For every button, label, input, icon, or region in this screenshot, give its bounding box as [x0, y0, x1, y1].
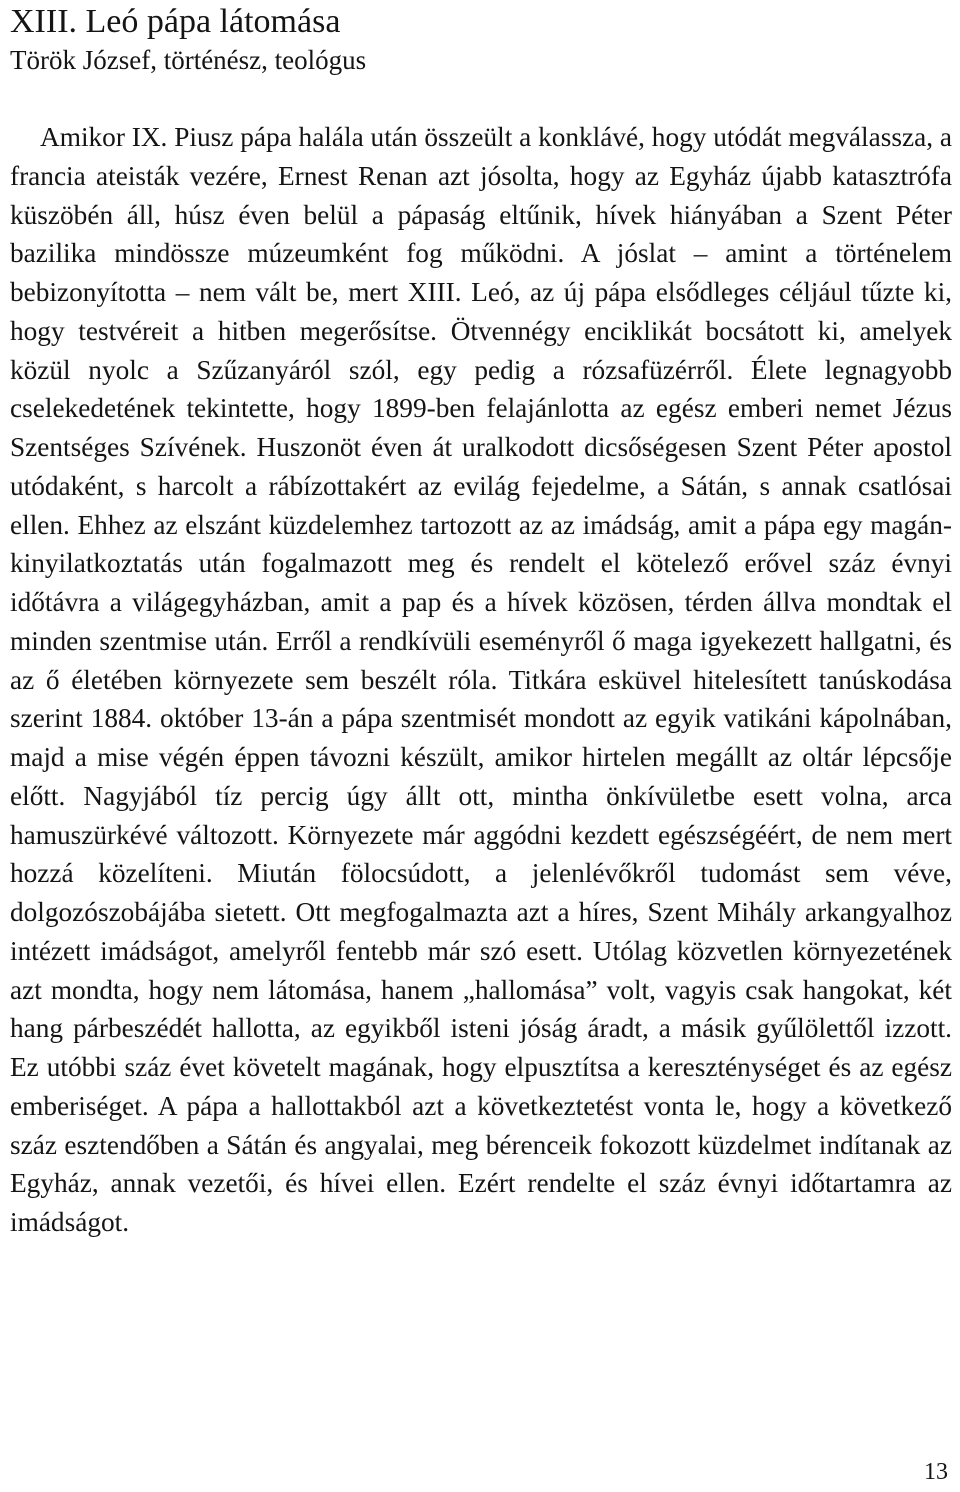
chapter-title: XIII. Leó pápa látomása [10, 3, 341, 40]
page-number: 13 [924, 1459, 948, 1485]
body-text [10, 118, 952, 1242]
author-line: Török József, történész, teológus [10, 45, 367, 75]
body-paragraph: Amikor IX. Piusz pápa halála után összeült a konklávé, hogy utódát megválassza, a francia ateisták vezére, Ernest Renan azt jósolta, hogy az Egyház újabb katasztrófa küszöbén áll, húsz éven belül a pápaság eltűnik, hívek hiányában a Szent Péter bazilika mindössze múzeumként fog működni. A jóslat – amint a történelem bebizonyította – nem vált be, mert XIII. Leó, az új pápa elsődleges céljául tűzte ki, hogy testvéreit a hitben megerősítse. Ötvennégy enciklikát bocsátott ki, amelyek közül nyolc a Szűzanyáról szól, egy pedig a rózsafüzérről. Élete legnagyobb cselekedetének tekintette, hogy 1899-ben felajánlotta az egész emberi nemet Jézus Szentséges Szívének. Huszonöt éven át uralkodott dicsőségesen Szent Péter apostol utódaként, s harcolt a rábízottakért az evilág fejedelme, a Sátán, s annak csatlósai ellen. Ehhez az elszánt küzdelemhez tartozott az az imádság, amit a pápa egy magán-kinyilatkoztatás után fogalmazott meg és rendelt el kötelező erővel száz évnyi időtávra a világegyházban, amit a pap és a hívek közösen, térden állva mondtak el minden szentmise után. Erről a rendkívüli eseményről ő maga igyekezett hallgatni, és az ő életében környezete sem beszélt róla. Titkára esküvel hitelesített tanúskodása szerint 1884. október 13-án a pápa szentmisét mondott az egyik vatikáni kápolnában, majd a mise végén éppen távozni készült, amikor hirtelen megállt az oltár lépcsője előtt. Nagyjából tíz percig úgy állt ott, mintha önkívületbe esett volna, arca hamuszürkévé változott. Környezete már aggódni kezdett egészségéért, de nem mert hozzá közelíteni. Miután fölocsúdott, a jelenlévőkről tudomást sem véve, dolgozószobájába sietett. Ott megfogalmazta azt a híres, Szent Mihály arkangyalhoz intézett imádságot, amelyről fentebb már szó esett. Utólag közvetlen környezetének azt mondta, hogy nem látomása, hanem „hallomása” volt, vagyis csak hangokat, két hang párbeszédét hallotta, az egyikből isteni jóság áradt, a másik gyűlölettől izzott. Ez utóbbi száz évet követelt magának, hogy elpusztítsa a kereszténységet és az egész emberiséget. A pápa a hallottakból azt a következtetést vonta le, hogy a következő száz esztendőben a Sátán és angyalai, meg bérenceik fokozott küzdelmet indítanak az Egyház, annak vezetői, és hívei ellen. Ezért rendelte el száz évnyi időtartamra az imádságot. [10, 122, 952, 1237]
document-page [10, 0, 952, 1242]
